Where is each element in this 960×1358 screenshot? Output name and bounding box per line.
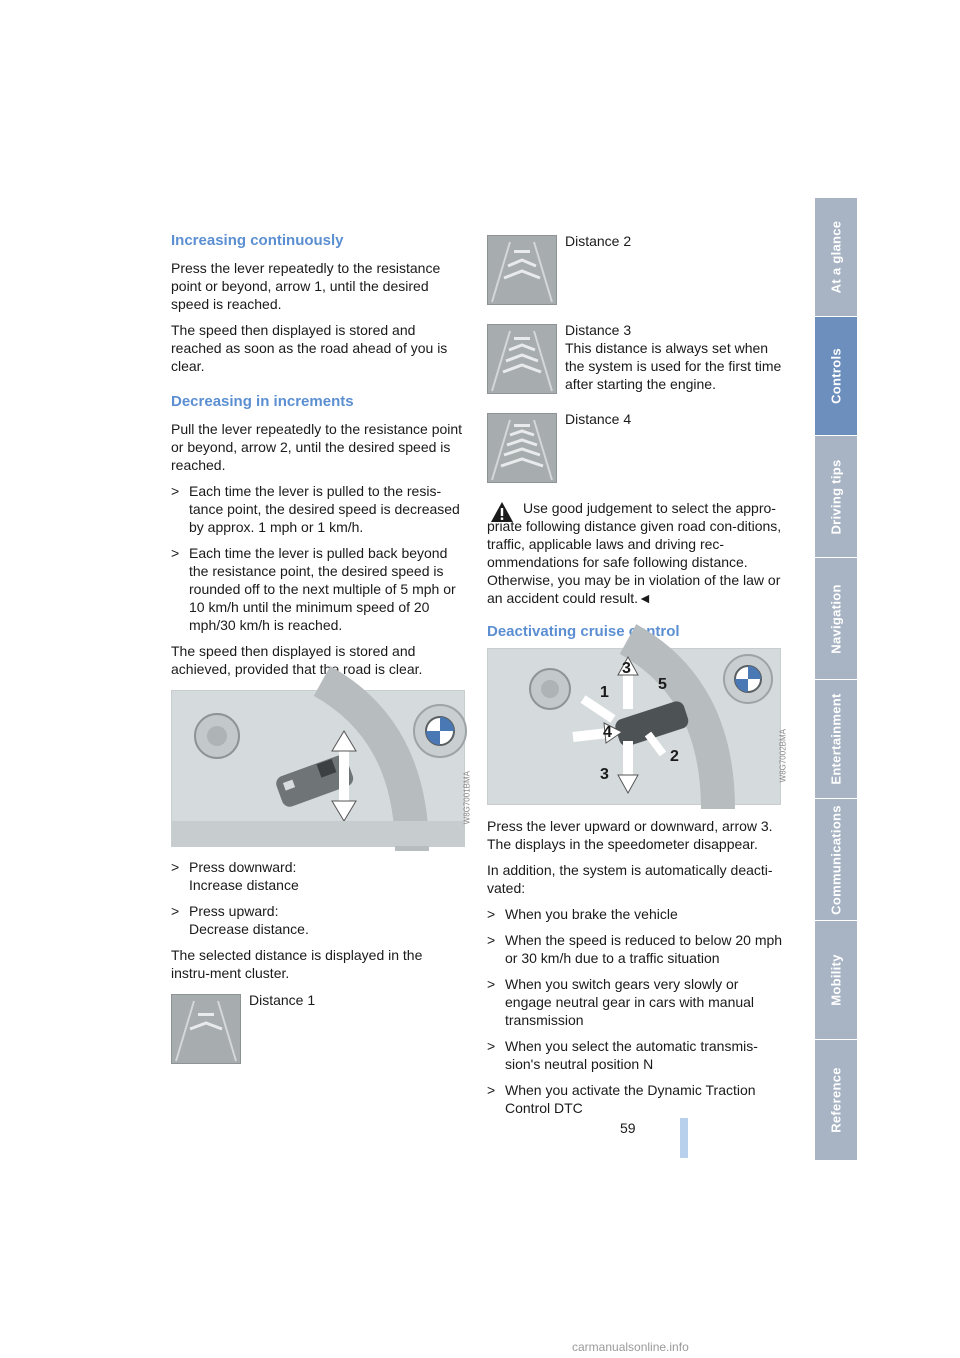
bullet-text: When the speed is reduced to below 20 mph or 30 km/h due to a traffic situation — [505, 932, 783, 966]
distance-1-label: Distance 1 — [249, 992, 316, 1008]
para-decreasing: Pull the lever repeatedly to the resistance point or beyond, arrow 2, until the desired speed is reached. — [171, 421, 463, 473]
distance-2-label: Distance 2 — [565, 233, 632, 249]
bullet-text: Each time the lever is pulled to the resis-tance point, the desired speed is decreased by approx. 1 mph or 1 km/h. — [189, 483, 460, 535]
list-item — [487, 1037, 783, 1073]
bullet-text: Each time the lever is pulled back beyond the resistance point, the desired speed is rounded off to the next multiple of 5 mph or 10 km/h until the minimum speed of 20 mph/30 km/h is reached. — [189, 545, 456, 633]
arrow-label-1: 1 — [600, 684, 609, 701]
bullet-marker: > — [487, 1082, 496, 1098]
bullet-text-block — [189, 858, 465, 894]
list-item — [171, 858, 465, 894]
bullet-marker: > — [171, 859, 180, 875]
distance-bars-icon — [488, 414, 556, 482]
para-deactivate-1: Press the lever upward or downward, arrow 3. — [487, 818, 773, 834]
bullet-text: Decrease distance. — [189, 921, 309, 937]
tab-driving-tips[interactable] — [815, 436, 857, 558]
para-increasing-2: The speed then displayed is stored and reached as soon as the road ahead of you is clear. — [171, 322, 448, 374]
arrow-label-4: 4 — [603, 724, 612, 741]
tab-label: Controls — [828, 348, 844, 404]
distance-3-block — [565, 321, 785, 393]
tab-label: Driving tips — [828, 458, 844, 535]
distance-4-label: Distance 4 — [565, 411, 632, 427]
deactivate-illustration-drawing — [488, 649, 780, 804]
bullet-text: When you brake the vehicle — [505, 906, 678, 922]
bullet-marker: > — [487, 976, 496, 992]
list-item — [487, 1081, 783, 1117]
bullet-marker: > — [171, 903, 180, 919]
tab-label: Communications — [828, 804, 844, 915]
left-column-lower — [171, 858, 465, 990]
bullet-marker: > — [487, 932, 496, 948]
bullet-marker: > — [487, 1038, 496, 1054]
bullet-text: When you select the automatic transmis-sion's neutral position N — [505, 1038, 758, 1072]
distance-3-image — [487, 324, 557, 394]
tab-communications[interactable] — [815, 799, 857, 921]
tab-label: Navigation — [828, 583, 844, 654]
end-marker: ◄ — [637, 590, 652, 606]
distance-2-image — [487, 235, 557, 305]
para-deactivate-3: In addition, the system is automatically deacti-vated: — [487, 862, 773, 896]
list-item — [171, 544, 465, 634]
arrow-label-3-top: 3 — [622, 660, 631, 677]
bullet-text: Press downward: — [189, 859, 297, 875]
bullet-text: When you activate the Dynamic Traction Control DTC — [505, 1082, 756, 1116]
para-increasing-1: Press the lever repeatedly to the resistance point or beyond, arrow 1, until the desired speed is reached. — [171, 260, 441, 312]
deactivate-illustration — [487, 648, 787, 805]
bullet-text: When you switch gears very slowly or engage neutral gear in cars with manual transmission — [505, 976, 755, 1028]
para-decreasing-2: The speed then displayed is stored and achieved, provided that the road is clear. — [171, 643, 423, 677]
page-number: 59 — [620, 1120, 636, 1136]
tab-reference[interactable] — [815, 1040, 857, 1161]
bullet-marker: > — [171, 483, 180, 499]
tab-entertainment[interactable] — [815, 680, 857, 799]
distance-bars-icon — [488, 236, 556, 304]
tab-label: Entertainment — [828, 693, 844, 785]
bullet-marker: > — [487, 906, 496, 922]
bullet-text: Press upward: — [189, 903, 279, 919]
heading-increasing: Increasing continuously — [171, 232, 344, 249]
image-code: W8G7002BMA — [778, 729, 787, 783]
tab-navigation[interactable] — [815, 558, 857, 680]
distance-3-label: Distance 3 — [565, 322, 632, 338]
bullet-text-block — [189, 902, 465, 938]
left-column — [171, 232, 465, 723]
list-item — [487, 905, 783, 923]
tab-label: Reference — [828, 1067, 844, 1133]
arrow-label-2: 2 — [670, 748, 679, 765]
distance-1-image — [171, 994, 241, 1064]
warning-text: Use good judgement to select the appro-priate following distance given road con-ditions, traffic, applicable laws and driving rec-ommendations for safe following distance. Otherwise, you may be in violation of the law or an accident could result. — [487, 500, 782, 606]
lever-illustration-drawing — [172, 691, 464, 846]
distance-bars-icon — [488, 325, 556, 393]
distance-4-image — [487, 413, 557, 483]
para-distance-display: The selected distance is displayed in the instru-ment cluster. — [171, 947, 423, 981]
lever-illustration — [171, 690, 471, 847]
arrow-label-5: 5 — [658, 676, 667, 693]
heading-deactivating: Deactivating cruise control — [487, 623, 680, 640]
distance-3-description: This distance is always set when the system is used for the first time after starting the engine. — [565, 340, 782, 392]
page-number-bar — [680, 1118, 688, 1158]
footer-watermark[interactable]: carmanualsonline.info — [572, 1340, 689, 1354]
right-column-lower — [487, 817, 783, 1125]
tab-controls[interactable] — [815, 317, 857, 436]
list-item — [487, 975, 783, 1029]
heading-decreasing: Decreasing in increments — [171, 393, 354, 410]
arrow-label-3-bottom: 3 — [600, 766, 609, 783]
tab-at-a-glance[interactable] — [815, 198, 857, 317]
warning-text-block — [487, 499, 783, 607]
distance-bars-icon — [172, 995, 240, 1063]
bullet-marker: > — [171, 545, 180, 561]
list-item — [487, 931, 783, 967]
tab-label: At a glance — [828, 220, 844, 294]
tab-label: Mobility — [828, 954, 844, 1006]
list-item — [171, 482, 465, 536]
tab-mobility[interactable] — [815, 921, 857, 1040]
bullet-text: Increase distance — [189, 877, 299, 893]
para-deactivate-2: The displays in the speedometer disappear. — [487, 836, 758, 852]
list-item — [171, 902, 465, 938]
image-code: W8G7001BMA — [462, 771, 471, 825]
